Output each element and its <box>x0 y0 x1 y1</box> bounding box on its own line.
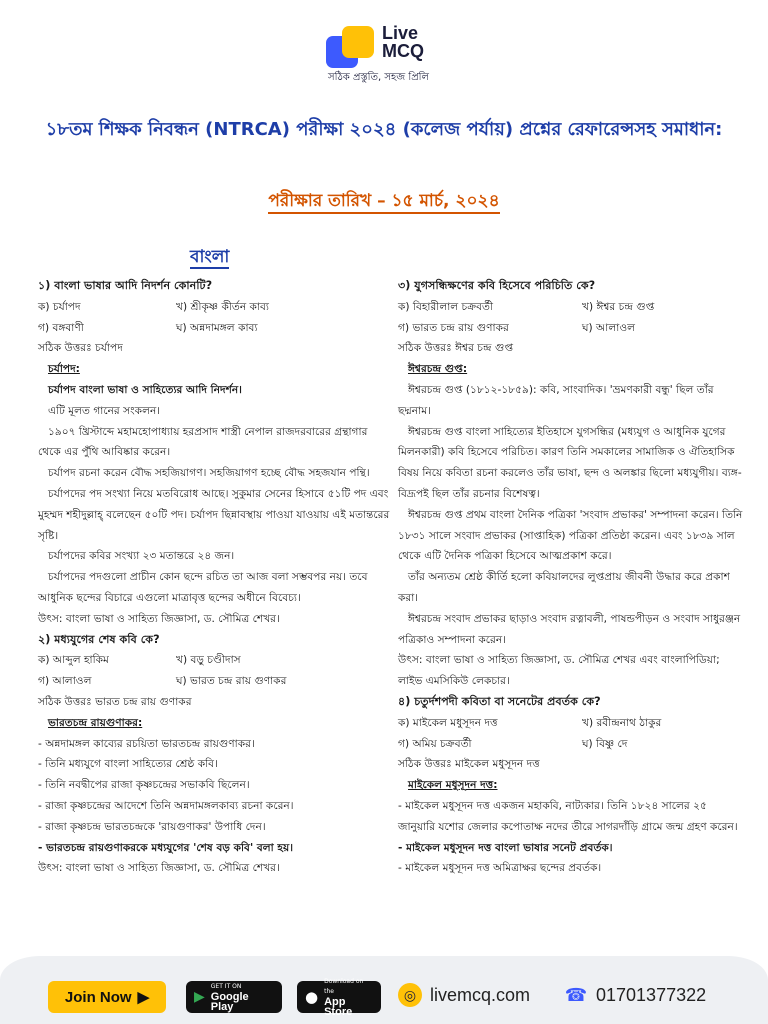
app-store-button[interactable]: ● Download on the App Store <box>297 981 381 1013</box>
logo-mark-icon <box>326 26 378 72</box>
explanation-line: ১৯০৭ খ্রিস্টাব্দে মহামহোপাধ্যায় হরপ্রসাদ শাস্ত্রী নেপাল রাজদরবারের গ্রন্থাগার থেকে এর পুঁথি আবিষ্কার করেন। <box>38 425 368 459</box>
explanation-line: ঈশ্বরচন্দ্র গুপ্ত বাংলা সাহিত্যের ইতিহাসে যুগসন্ধির (মধ্যযুগ ও আধুনিক যুগের মিলনকারী) কবি হিসেবে পরিচিত। কারণ তিনি সমকালের সামাজিক ও ঐতিহাসিক বিষয় নিয়ে কবিতা রচনা করলেও তাঁর ভাষা, ছন্দ ও অলঙ্কার ছিলো মধ্যযুগীয়। ব্যঙ্গ-বিদ্রূপই ছিল তাঁর রচনার বিশেষত্ব। <box>398 425 742 500</box>
option: ক) বিহারীলাল চক্রবর্তী <box>398 300 494 313</box>
question-4-options <box>398 713 743 755</box>
explanation-line: ঈশ্বরচন্দ্র সংবাদ প্রভাকর ছাড়াও সংবাদ রত্নাবলী, পাষন্ডপীড়ন ও সংবাদ সাধুরঞ্জন পত্রিকাও সম্পাদনা করেন। <box>398 612 741 646</box>
google-play-icon: ▶ <box>194 989 205 1005</box>
globe-icon: ◎ <box>398 983 422 1007</box>
explanation-line: চর্যাপদ বাংলা ভাষা ও সাহিত্যের আদি নিদর্শন। <box>48 383 242 396</box>
option: ক) চর্যাপদ <box>38 300 81 313</box>
right-column <box>398 276 743 879</box>
header <box>0 0 768 90</box>
google-play-button[interactable]: ▶ GET IT ON Google Play <box>186 981 282 1013</box>
question-3-options <box>398 297 743 339</box>
exam-date: পরীক্ষার তারিখ – ১৫ মার্চ, ২০২৪ <box>0 188 768 216</box>
source-line: উৎস: বাংলা ভাষা ও সাহিত্য জিজ্ঞাসা, ড. সৌমিত্র শেখর এবং বাংলাপিডিয়া; লাইভ এমসিকিউ লেকচার। <box>398 654 720 688</box>
option: খ) ঈশ্বর চন্দ্র গুপ্ত <box>582 300 655 313</box>
explanation-line: তাঁর অন্যতম শ্রেষ্ঠ কীর্তি হলো কবিয়ালদের লুপ্তপ্রায় জীবনী উদ্ধার করে প্রকাশ করা। <box>398 571 730 604</box>
list-item: - তিনি নবদ্বীপের রাজা কৃষ্ণচন্দ্রের সভাকবি ছিলেন। <box>38 779 250 792</box>
explanation-line: ঈশ্বরচন্দ্র গুপ্ত (১৮১২-১৮৫৯): কবি, সাংবাদিক। 'ভ্রমণকারী বন্ধু' ছিল তাঁর ছদ্মনাম। <box>398 383 714 417</box>
option: ঘ) অন্নদামঙ্গল কাব্য <box>176 321 258 334</box>
option: ঘ) ভারত চন্দ্র রায় গুণাকর <box>176 675 287 688</box>
question-4-answer: সঠিক উত্তরঃ মাইকেল মধুসূদন দত্ত <box>398 758 540 771</box>
explanation-heading: মাইকেল মধুসূদন দত্ত: <box>408 779 498 792</box>
option: ক) মাইকেল মধুসূদন দত্ত <box>398 716 498 729</box>
explanation-heading: ঈশ্বরচন্দ্র গুপ্ত: <box>408 363 468 376</box>
option: ক) আব্দুল হাকিম <box>38 654 109 667</box>
question-1-answer: সঠিক উত্তরঃ চর্যাপদ <box>38 342 123 355</box>
list-item: - রাজা কৃষ্ণচন্দ্র ভারতচন্দ্রকে 'রায়গুণাকর' উপাধি দেন। <box>38 820 266 833</box>
explanation-heading: ভারতচন্দ্র রায়গুণাকর: <box>48 716 143 729</box>
page-title: ১৮তম শিক্ষক নিবন্ধন (NTRCA) পরীক্ষা ২০২৪ (কলেজ পর্যায়) প্রশ্নের রেফারেন্সসহ সমাধান: <box>45 119 723 140</box>
question-2-options <box>38 650 390 692</box>
phone-link[interactable]: ☎ 01701377322 <box>564 983 706 1007</box>
option: গ) আলাওল <box>38 675 92 688</box>
question-4: ৪) চতুর্দশপদী কবিতা বা সনেটের প্রবর্তক কে? <box>398 694 601 708</box>
explanation-line: ঈশ্বরচন্দ্র গুপ্ত প্রথম বাংলা দৈনিক পত্রিকা 'সংবাদ প্রভাকর' সম্পাদনা করেন। তিনি ১৮৩১ সালে সংবাদ প্রভাকর (সাপ্তাহিক) পত্রিকা প্রতিষ্ঠা করেন। এবং ১৮৩৯ সাল থেকে এটি দৈনিক পত্রিকা হিসেবে আত্মপ্রকাশ করে। <box>398 508 743 563</box>
brand-tagline: সঠিক প্রস্তুতি, সহজ প্রিলি <box>328 72 429 83</box>
option: খ) শ্রীকৃষ্ণ কীর্তন কাব্য <box>176 300 269 313</box>
left-column <box>38 244 390 879</box>
join-now-button[interactable]: Join Now ▶ <box>48 981 166 1013</box>
explanation-line: চর্যাপদ রচনা করেন বৌদ্ধ সহজিয়াগণ। সহজিয়াগণ হচ্ছে বৌদ্ধ সহজযান পন্থি। <box>48 467 370 480</box>
question-1-options <box>38 297 390 339</box>
explanation-line: এটি মূলত গানের সংকলন। <box>48 404 161 417</box>
question-2: ২) মধ্যযুগের শেষ কবি কে? <box>38 632 160 646</box>
footer-bar <box>0 956 768 1024</box>
question-3: ৩) যুগসন্ধিক্ষণের কবি হিসেবে পরিচিতি কে? <box>398 279 596 292</box>
support-agent-icon: ☎ <box>564 984 588 1005</box>
list-item: - ভারতচন্দ্র রায়গুণাকরকে মধ্যযুগের 'শেষ বড় কবি' বলা হয়। <box>38 841 294 854</box>
explanation-line: চর্যাপদের কবির সংখ্যা ২৩ মতান্তরে ২৪ জন। <box>48 550 235 563</box>
section-heading: বাংলা <box>190 247 230 267</box>
question-2-answer: সঠিক উত্তরঃ ভারত চন্দ্র রায় গুণাকর <box>38 695 192 708</box>
option: গ) বঙ্গবাণী <box>38 321 84 334</box>
explanation-line: চর্যাপদের পদগুলো প্রাচীন কোন ছন্দে রচিত তা আজ বলা সম্ভবপর নয়। তবে আধুনিক ছন্দের বিচারে এগুলো মাত্রাবৃত্ত ছন্দের অধীনে বিবেচ্য। <box>38 571 368 604</box>
list-item: - তিনি মধ্যযুগে বাংলা সাহিত্যের শ্রেষ্ঠ কবি। <box>38 758 218 771</box>
option: ঘ) আলাওল <box>582 321 636 334</box>
option: খ) রবীন্দ্রনাথ ঠাকুর <box>582 716 662 729</box>
explanation-line: চর্যাপদের পদ সংখ্যা নিয়ে মতবিরোধ আছে। সুকুমার সেনের হিসাবে ৫১টি পদ এবং মুহম্মদ শহীদুল্লাহ্‌ বলেছেন ৫০টি পদ। চর্যাপদ ছিন্নাবস্থায় পাওয়া যাওয়ায় এই মতান্তরের সৃষ্টি। <box>38 487 390 542</box>
list-item: - মাইকেল মধুসূদন দত্ত বাংলা ভাষার সনেট প্রবর্তক। <box>398 841 613 854</box>
question-1: ১) বাংলা ভাষার আদি নিদর্শন কোনটি? <box>38 279 213 292</box>
option: খ) বড়ু চণ্ডীদাস <box>176 654 241 667</box>
list-item: - অন্নদামঙ্গল কাব্যের রচয়িতা ভারতচন্দ্র রায়গুণাকর। <box>38 737 255 750</box>
option: ঘ) বিষ্ণু দে <box>582 737 628 750</box>
option: গ) অমিয় চক্রবর্তী <box>398 737 472 750</box>
brand-logo[interactable] <box>326 22 446 84</box>
play-arrow-icon: ▶ <box>137 989 150 1006</box>
list-item: - মাইকেল মধুসূদন দত্ত অমিত্রাক্ষর ছন্দের প্রবর্তক। <box>398 862 602 875</box>
website-link[interactable]: ◎ livemcq.com <box>398 983 530 1007</box>
list-item: - রাজা কৃষ্ণচন্দ্রের আদেশে তিনি অন্নদামঙ্গলকাব্য রচনা করেন। <box>38 799 294 812</box>
source-line: উৎস: বাংলা ভাষা ও সাহিত্য জিজ্ঞাসা, ড. সৌমিত্র শেখর। <box>38 612 280 625</box>
list-item: - মাইকেল মধুসূদন দত্ত একজন মহাকবি, নাট্যকার। তিনি ১৮২৪ সালের ২৫ জানুয়ারি যশোর জেলার কপোতাক্ষ নদের তীরে সাগরদাঁড়ি গ্রামে জন্ম গ্রহণ করেন। <box>398 799 738 833</box>
question-3-answer: সঠিক উত্তরঃ ঈশ্বর চন্দ্র গুপ্ত <box>398 342 514 355</box>
option: গ) ভারত চন্দ্র রায় গুণাকর <box>398 321 509 334</box>
source-line: উৎস: বাংলা ভাষা ও সাহিত্য জিজ্ঞাসা, ড. সৌমিত্র শেখর। <box>38 862 280 875</box>
explanation-heading: চর্যাপদ: <box>48 363 80 376</box>
brand-name: Live MCQ <box>382 23 424 61</box>
apple-icon: ● <box>305 988 319 1006</box>
